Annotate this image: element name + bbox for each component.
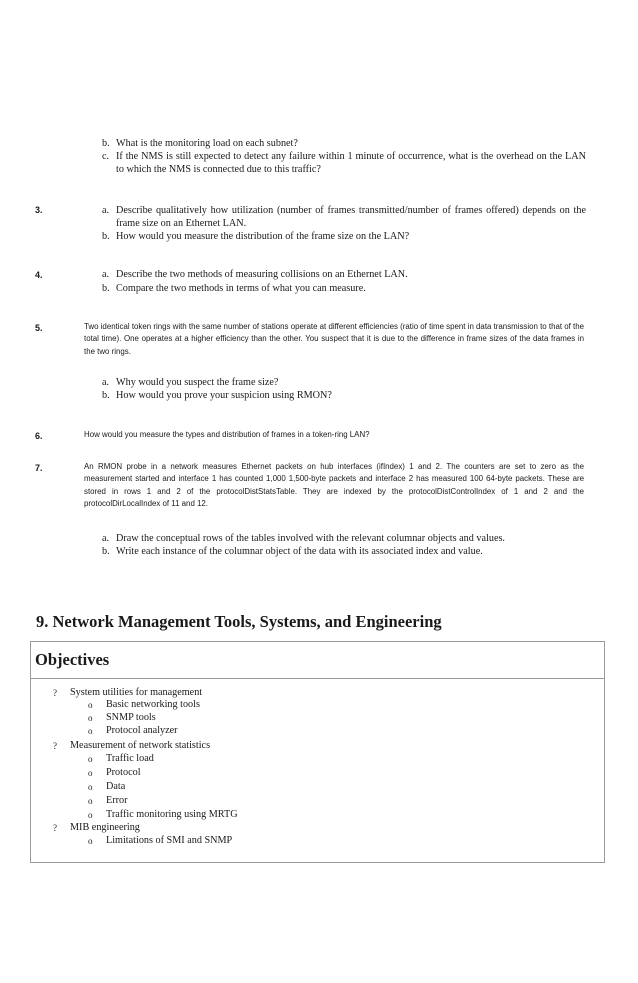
objectives-sub-bullet-icon: o [88,700,93,710]
objectives-item: Error [106,795,128,806]
q3-number: 3. [35,205,43,215]
q4-part-b-label: b. [102,283,110,294]
q3-part-b-text: How would you measure the distribution of the frame size on the LAN? [116,231,410,242]
q6-number: 6. [35,431,43,441]
q2-part-b-label: b. [102,138,110,149]
objectives-item: Protocol analyzer [106,725,178,736]
objectives-box [30,641,605,863]
objectives-sub-bullet-icon: o [88,726,93,736]
q3-part-b-label: b. [102,231,110,242]
objectives-divider [31,678,604,679]
objectives-bullet-icon: ? [53,688,57,698]
q7-number: 7. [35,463,43,473]
q3-part-a-text: Describe qualitatively how utilization (number of frames transmitted/number of frames offered) depends on the frame size on an Ethernet LAN. [116,205,586,230]
q5-part-a-label: a. [102,377,110,388]
objectives-item: Traffic monitoring using MRTG [106,809,238,820]
q6-text: How would you measure the types and distribution of frames in a token-ring LAN? [84,430,370,439]
q2-part-c-label: c. [102,151,110,162]
q7-part-a-label: a. [102,533,110,544]
q4-part-b-text: Compare the two methods in terms of what you can measure. [116,283,366,294]
objectives-group-label: MIB engineering [70,822,140,833]
objectives-sub-bullet-icon: o [88,796,93,806]
q5-part-b-text: How would you prove your suspicion using RMON? [116,390,332,401]
q3-part-a-label: a. [102,205,110,216]
objectives-sub-bullet-icon: o [88,836,93,846]
q4-part-a-label: a. [102,269,110,280]
objectives-bullet-icon: ? [53,741,57,751]
q2-part-b-text: What is the monitoring load on each subnet? [116,138,298,149]
objectives-sub-bullet-icon: o [88,713,93,723]
objectives-item: Limitations of SMI and SNMP [106,835,233,846]
objectives-item: Traffic load [106,753,154,764]
chapter-title: 9. Network Management Tools, Systems, and Engineering [36,612,442,631]
objectives-sub-bullet-icon: o [88,810,93,820]
q2-part-c-text: If the NMS is still expected to detect any failure within 1 minute of occurrence, what is the overhead on the LAN to which the NMS is connected due to this traffic? [116,151,586,176]
q5-part-a-text: Why would you suspect the frame size? [116,377,279,388]
objectives-bullet-icon: ? [53,823,57,833]
objectives-group-label: Measurement of network statistics [70,740,211,751]
q4-part-a-text: Describe the two methods of measuring collisions on an Ethernet LAN. [116,269,408,280]
q5-part-b-label: b. [102,390,110,401]
q7-part-b-text: Write each instance of the columnar object of the data with its associated index and value. [116,546,483,557]
q7-part-b-label: b. [102,546,110,557]
q7-part-a-text: Draw the conceptual rows of the tables involved with the relevant columnar objects and values. [116,533,505,544]
objectives-item: SNMP tools [106,712,156,723]
q5-text: Two identical token rings with the same number of stations operate at different efficiencies (ratio of time spent in data transmission to that of the total time). One operates at a higher efficiency than the other. You suspect that it is due to the difference in frame sizes of the data frames in the two rings. [84,322,584,356]
objectives-item: Basic networking tools [106,699,200,710]
objectives-item: Data [106,781,126,792]
objectives-sub-bullet-icon: o [88,768,93,778]
objectives-item: Protocol [106,767,141,778]
q5-number: 5. [35,323,43,333]
objectives-sub-bullet-icon: o [88,754,93,764]
q7-text: An RMON probe in a network measures Ethernet packets on hub interfaces (ifIndex) 1 and 2. The counters are set to zero as the measurement started and interface 1 has counted 1,000 1,500-byte packets and interface 2 has measured 100 64-byte packets. These are stored in rows 1 and 2 of the protocolDistStatsTable. They are indexed by the protocolDistControlIndex of 1 and 2 and the protocolDirLocalIndex of 11 and 12. [84,462,584,508]
q4-number: 4. [35,270,43,280]
objectives-group-label: System utilities for management [70,687,203,698]
objectives-title: Objectives [35,650,110,669]
objectives-sub-bullet-icon: o [88,782,93,792]
